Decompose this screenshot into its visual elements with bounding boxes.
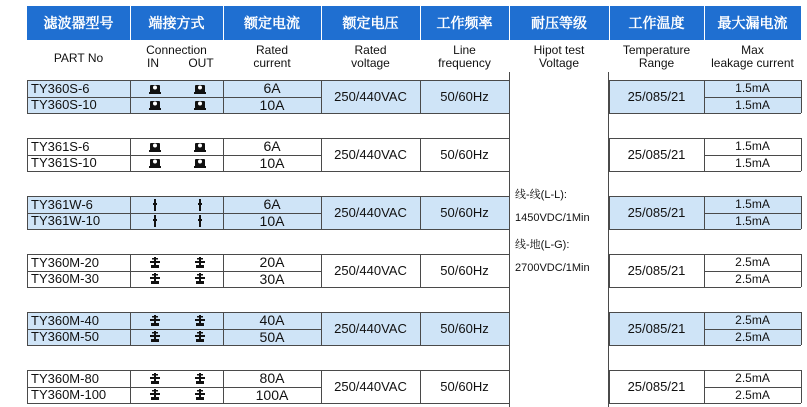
column-divider: [801, 254, 802, 287]
row-border: [609, 229, 801, 230]
hipot-line: 线-线(L-L):: [515, 189, 567, 201]
column-divider: [130, 196, 131, 229]
column-divider: [130, 312, 131, 345]
leakage-current: 2.5mA: [735, 387, 770, 402]
row-border: [609, 403, 801, 404]
rated-voltage: 250/440VAC: [334, 379, 407, 394]
temperature-range: 25/085/21: [627, 147, 686, 162]
screw-terminal-icon: [148, 82, 162, 96]
row-border: [609, 287, 801, 288]
line-frequency: 50/60Hz: [440, 89, 489, 104]
wire-lead-icon: [148, 214, 162, 228]
row-border: [609, 345, 801, 346]
subheader-temperature-line: Range: [638, 56, 675, 70]
temperature-range: 25/085/21: [627, 321, 686, 336]
wire-lead-icon: [193, 198, 207, 212]
header-connection: 端接方式: [130, 6, 223, 40]
stud-terminal-icon: [193, 272, 207, 286]
line-frequency: 50/60Hz: [440, 205, 489, 220]
part-number: TY361S-10: [31, 155, 97, 171]
stud-terminal-icon: [148, 272, 162, 286]
rated-voltage: 250/440VAC: [334, 321, 407, 336]
leakage-current: 1.5mA: [735, 197, 770, 212]
header-voltage: 额定电压: [321, 6, 420, 40]
leakage-current: 2.5mA: [735, 271, 770, 286]
row-border: [27, 229, 509, 230]
rated-current: 50A: [259, 328, 285, 345]
subheader-frequency-line: frequency: [438, 56, 491, 70]
leakage-current: 1.5mA: [735, 97, 770, 112]
subheader-part: PART No: [53, 50, 104, 65]
part-number: TY361W-10: [31, 213, 101, 229]
leakage-current: 2.5mA: [735, 371, 770, 386]
column-divider: [130, 80, 131, 113]
row-border: [609, 171, 801, 172]
screw-terminal-icon: [148, 140, 162, 154]
temperature-range: 25/085/21: [627, 379, 686, 394]
stud-terminal-icon: [148, 372, 162, 386]
column-divider: [801, 80, 802, 113]
column-divider: [130, 138, 131, 171]
screw-terminal-icon: [148, 156, 162, 170]
subheader-leakage-line: Max: [741, 43, 764, 57]
rated-voltage: 250/440VAC: [334, 89, 407, 104]
row-border: [27, 287, 509, 288]
screw-terminal-icon: [148, 98, 162, 112]
stud-terminal-icon: [148, 388, 162, 402]
column-divider: [801, 138, 802, 171]
leakage-current: 2.5mA: [735, 313, 770, 328]
stud-terminal-icon: [193, 256, 207, 270]
leakage-current: 1.5mA: [735, 139, 770, 154]
leakage-current: 1.5mA: [735, 155, 770, 170]
row-border: [27, 171, 509, 172]
wire-lead-icon: [148, 198, 162, 212]
subheader-hipot-line: Hipot test: [533, 43, 585, 57]
wire-lead-icon: [193, 214, 207, 228]
screw-terminal-icon: [193, 82, 207, 96]
rated-current: 20A: [259, 254, 285, 271]
subheader-temperature-line: Temperature: [622, 43, 691, 57]
temperature-range: 25/085/21: [627, 263, 686, 278]
row-border: [609, 113, 801, 114]
rated-current: 10A: [259, 154, 285, 171]
column-divider: [801, 370, 802, 403]
hipot-line: 1450VDC/1Min: [515, 212, 590, 224]
hipot-line: 线-地(L-G):: [515, 239, 570, 251]
line-frequency: 50/60Hz: [440, 263, 489, 278]
subheader-frequency-line: Line: [453, 43, 476, 57]
line-frequency: 50/60Hz: [440, 379, 489, 394]
row-border: [27, 113, 509, 114]
header-divider: [223, 6, 224, 40]
column-divider: [130, 370, 131, 403]
part-number: TY360M-50: [31, 329, 99, 345]
header-divider: [704, 6, 705, 40]
subheader-conn-out: OUT: [188, 56, 214, 70]
part-number: TY360M-80: [31, 370, 99, 386]
rated-current: 30A: [259, 270, 285, 287]
subheader-connection: Connection: [146, 43, 207, 57]
subheader-hipot-line: Voltage: [538, 56, 580, 70]
leakage-current: 1.5mA: [735, 213, 770, 228]
leakage-current: 2.5mA: [735, 329, 770, 344]
header-divider: [130, 6, 131, 40]
leakage-current: 1.5mA: [735, 81, 770, 96]
stud-terminal-icon: [148, 330, 162, 344]
rated-current: 100A: [255, 386, 289, 403]
stud-terminal-icon: [193, 388, 207, 402]
header-divider: [509, 6, 510, 40]
header-current: 额定电流: [223, 6, 321, 40]
header-divider: [321, 6, 322, 40]
rated-voltage: 250/440VAC: [334, 147, 407, 162]
line-frequency: 50/60Hz: [440, 147, 489, 162]
part-number: TY360S-10: [31, 97, 97, 113]
stud-terminal-icon: [193, 372, 207, 386]
header-frequency: 工作频率: [420, 6, 509, 40]
rated-current: 6A: [263, 138, 281, 155]
subheader-voltage-line: voltage: [351, 56, 390, 70]
screw-terminal-icon: [193, 156, 207, 170]
part-number: TY360M-40: [31, 312, 99, 328]
stud-terminal-icon: [193, 330, 207, 344]
rated-current: 6A: [263, 80, 281, 97]
header-leakage: 最大漏电流: [704, 6, 801, 40]
rated-current: 10A: [259, 212, 285, 229]
subheader-current-line: Rated: [255, 43, 289, 57]
part-number: TY360M-100: [31, 387, 107, 403]
line-frequency: 50/60Hz: [440, 321, 489, 336]
part-number: TY361S-6: [31, 138, 90, 154]
subheader-voltage-line: Rated: [354, 43, 387, 57]
part-number: TY360S-6: [31, 80, 90, 96]
rated-voltage: 250/440VAC: [334, 205, 407, 220]
row-border: [27, 403, 509, 404]
rated-current: 80A: [259, 370, 285, 387]
part-number: TY361W-6: [31, 196, 93, 212]
temperature-range: 25/085/21: [627, 205, 686, 220]
temperature-range: 25/085/21: [627, 89, 686, 104]
header-part: 滤波器型号: [27, 6, 130, 40]
part-number: TY360M-20: [31, 254, 99, 270]
leakage-current: 2.5mA: [735, 255, 770, 270]
subheader-leakage-line: leakage current: [711, 56, 794, 70]
header-temperature: 工作温度: [609, 6, 704, 40]
stud-terminal-icon: [148, 314, 162, 328]
stud-terminal-icon: [193, 314, 207, 328]
stud-terminal-icon: [148, 256, 162, 270]
subheader-current-line: current: [253, 56, 291, 70]
hipot-line: 2700VDC/1Min: [515, 262, 590, 274]
subheader-conn-in: IN: [147, 56, 159, 70]
column-divider: [801, 196, 802, 229]
rated-current: 6A: [263, 196, 281, 213]
screw-terminal-icon: [193, 98, 207, 112]
column-divider: [130, 254, 131, 287]
header-divider: [420, 6, 421, 40]
screw-terminal-icon: [193, 140, 207, 154]
column-divider: [801, 312, 802, 345]
rated-voltage: 250/440VAC: [334, 263, 407, 278]
rated-current: 40A: [259, 312, 285, 329]
header-hipot: 耐压等级: [509, 6, 609, 40]
row-border: [27, 345, 509, 346]
header-divider: [609, 6, 610, 40]
rated-current: 10A: [259, 96, 285, 113]
part-number: TY360M-30: [31, 271, 99, 287]
